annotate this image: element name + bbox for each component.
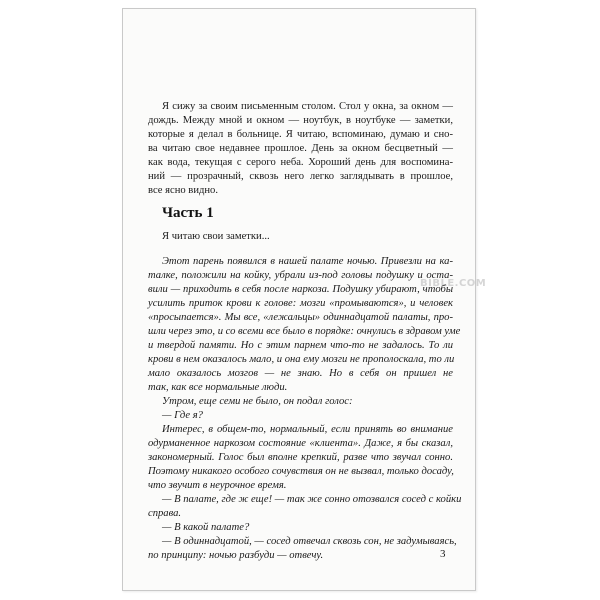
body-line: и твердой памяти. Но с этим парнем что-то не задалось. То ли [148, 340, 453, 351]
intro-line: как вода, текущая с серого неба. Хороший день для воспомина- [148, 157, 453, 168]
body-line: — Где я? [162, 410, 203, 421]
intro-line: ва читаю свое недавнее прошлое. День за окном бесцветный — [148, 143, 453, 154]
body-line: одурманенное наркозом состояние «клиента». Даже, я бы сказал, [148, 438, 453, 449]
subheading: Я читаю свои заметки... [162, 231, 270, 242]
intro-line: Я сижу за своим письменным столом. Стол у окна, за окном — [162, 101, 453, 112]
body-line: Утром, еще семи не было, он подал голос: [162, 396, 353, 407]
body-line: Поэтому никакого особого сочувствия он не вызвал, только досаду, [148, 466, 454, 477]
body-line: — В одиннадцатой, — сосед отвечал сквозь сон, не задумываясь, [162, 536, 457, 547]
body-line: «просыпается». Мы все, «лежальцы» одиннадцатой палаты, про- [148, 312, 453, 323]
body-line: шли через это, и со всеми все было в порядке: очнулись в здравом уме [148, 326, 461, 337]
body-line: талке, положили на койку, убрали из-под головы подушку и оста- [148, 270, 453, 281]
body-line: усилить приток крови к голове: мозги «промываются», и человек [148, 298, 453, 309]
intro-line: дождь. Между мной и окном — ноутбук, в ноутбуке — заметки, [148, 115, 453, 126]
body-line: вили — приходить в себя после наркоза. Подушку убирают, чтобы [148, 284, 453, 295]
page-number: 3 [440, 548, 446, 560]
intro-line: все ясно видно. [148, 185, 218, 196]
body-line: справа. [148, 508, 182, 519]
watermark-text: BIBLE.COM [420, 278, 487, 289]
body-line: — В палате, где ж еще! — так же сонно отозвался сосед с койки [162, 494, 462, 505]
body-line: мало оказалось мозгов — не знаю. Но в себя он пришел не [148, 368, 453, 379]
body-line: — В какой палате? [162, 522, 250, 533]
body-line: что звучит в неурочное время. [148, 480, 287, 491]
body-line: закономерный. Голос был вполне крепкий, разве что звучал сонно. [148, 452, 453, 463]
intro-line: ний — прозрачный, сквозь него легко заглядывать в прошлое, [148, 171, 453, 182]
body-line: Интерес, в общем-то, нормальный, если принять во внимание [162, 424, 453, 435]
body-line: крови в нем оказалось мало, и она ему мозги не прополоскала, то ли [148, 354, 455, 365]
body-line: так, как все нормальные люди. [148, 382, 288, 393]
chapter-heading: Часть 1 [162, 205, 214, 221]
body-line: Этот парень появился в нашей палате ночью. Привезли на ка- [162, 256, 453, 267]
body-line: по принципу: ночью разбуди — отвечу. [148, 550, 324, 561]
intro-line: которые я делал в больнице. Я читаю, вспоминаю, думаю и сно- [148, 129, 453, 140]
